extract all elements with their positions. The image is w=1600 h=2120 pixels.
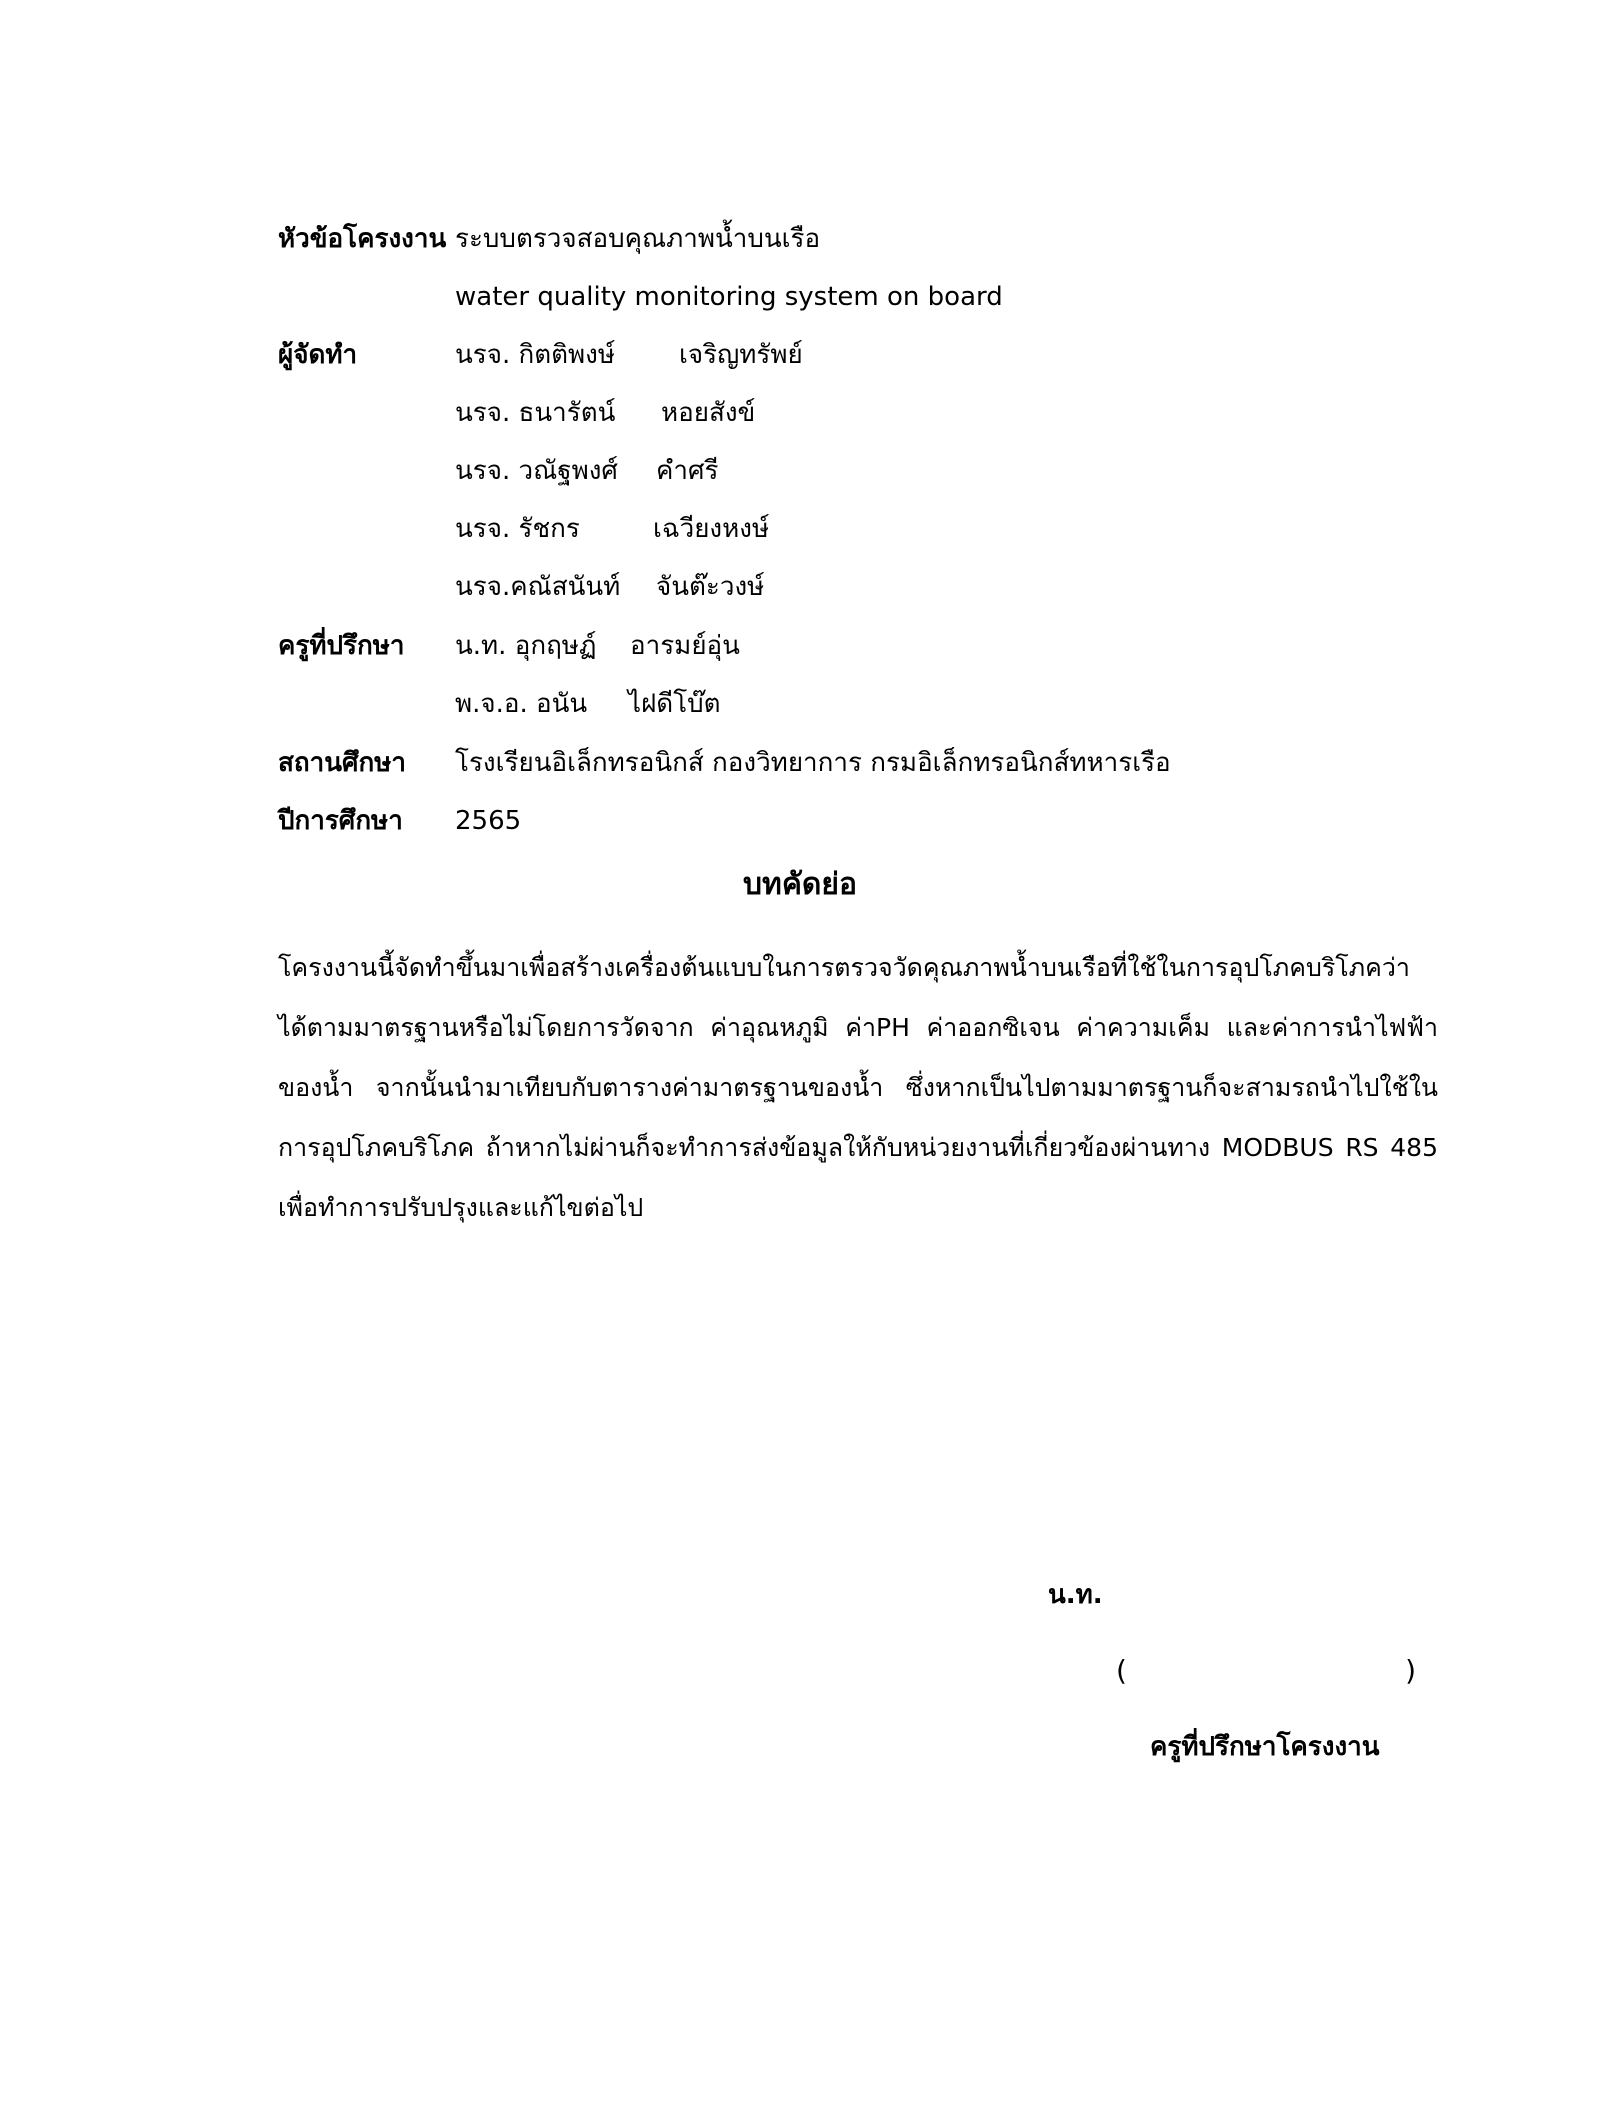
signature-role: ครูที่ปรึกษาโครงงาน [1150, 1732, 1380, 1762]
project-label: หัวข้อโครงงาน [278, 224, 447, 254]
author-given-name: นรจ. รัชกร [455, 514, 580, 544]
author-surname: เฉวียงหงษ์ [653, 514, 770, 544]
advisor-given-name: พ.จ.อ. อนัน [455, 689, 588, 719]
author-surname: คำศรี [656, 456, 719, 486]
institution-label: สถานศึกษา [278, 748, 406, 778]
academic-year-value: 2565 [455, 806, 522, 836]
signature-rank: น.ท. [1048, 1580, 1103, 1610]
project-title-th: ระบบตรวจสอบคุณภาพน้ำบนเรือ [455, 224, 821, 254]
signature-paren-open: ( [1116, 1654, 1127, 1687]
author-surname: จันต๊ะวงษ์ [656, 572, 765, 602]
author-surname: หอยสังข์ [661, 398, 756, 428]
author-surname: เจริญทรัพย์ [679, 340, 803, 370]
advisors-label: ครูที่ปรึกษา [278, 631, 405, 661]
abstract-body: โครงงานนี้จัดทำขึ้นมาเพื่อสร้างเครื่องต้นแบบในการตรวจวัดคุณภาพน้ำบนเรือที่ใช้ในการอุปโภคบริโภคว่าได้ตามมาตรฐานหรือไม่โดยการวัดจาก ค่าอุณหภูมิ ค่าPH ค่าออกซิเจน ค่าความเค็ม และค่าการนำไฟฟ้าของน้ำ จากนั้นนำมาเทียบกับตารางค่ามาตรฐานของน้ำ ซึ่งหากเป็นไปตามมาตรฐานก็จะสามรถนำไปใช้ในการอุปโภคบริโภค ถ้าหากไม่ผ่านก็จะทำการส่งข้อมูลให้กับหน่วยงานที่เกี่ยวข้องผ่านทาง MODBUS RS 485 เพื่อทำการปรับปรุงและแก้ไขต่อไป [278, 953, 1438, 1222]
advisor-surname: อารมย์อุ่น [630, 631, 740, 661]
advisor-surname: ไฝดีโบ๊ต [628, 689, 721, 719]
authors-label: ผู้จัดทำ [278, 340, 358, 370]
signature-paren-close: ) [1405, 1654, 1416, 1687]
author-given-name: นรจ. วณัฐพงศ์ [455, 456, 618, 486]
academic-year-label: ปีการศึกษา [278, 806, 403, 836]
author-given-name: นรจ. กิตติพงษ์ [455, 340, 615, 370]
institution-name: โรงเรียนอิเล็กทรอนิกส์ กองวิทยาการ กรมอิเล็กทรอนิกส์ทหารเรือ [455, 748, 1171, 778]
author-given-name: นรจ. ธนารัตน์ [455, 398, 616, 428]
advisor-given-name: น.ท. อุกฤษฏ์ [455, 631, 597, 661]
project-title-en: water quality monitoring system on board [455, 282, 1003, 312]
signature-name-blank [1116, 1646, 1416, 1696]
abstract-title: บทคัดย่อ [743, 867, 857, 902]
author-given-name: นรจ.คณัสนันท์ [455, 572, 621, 602]
